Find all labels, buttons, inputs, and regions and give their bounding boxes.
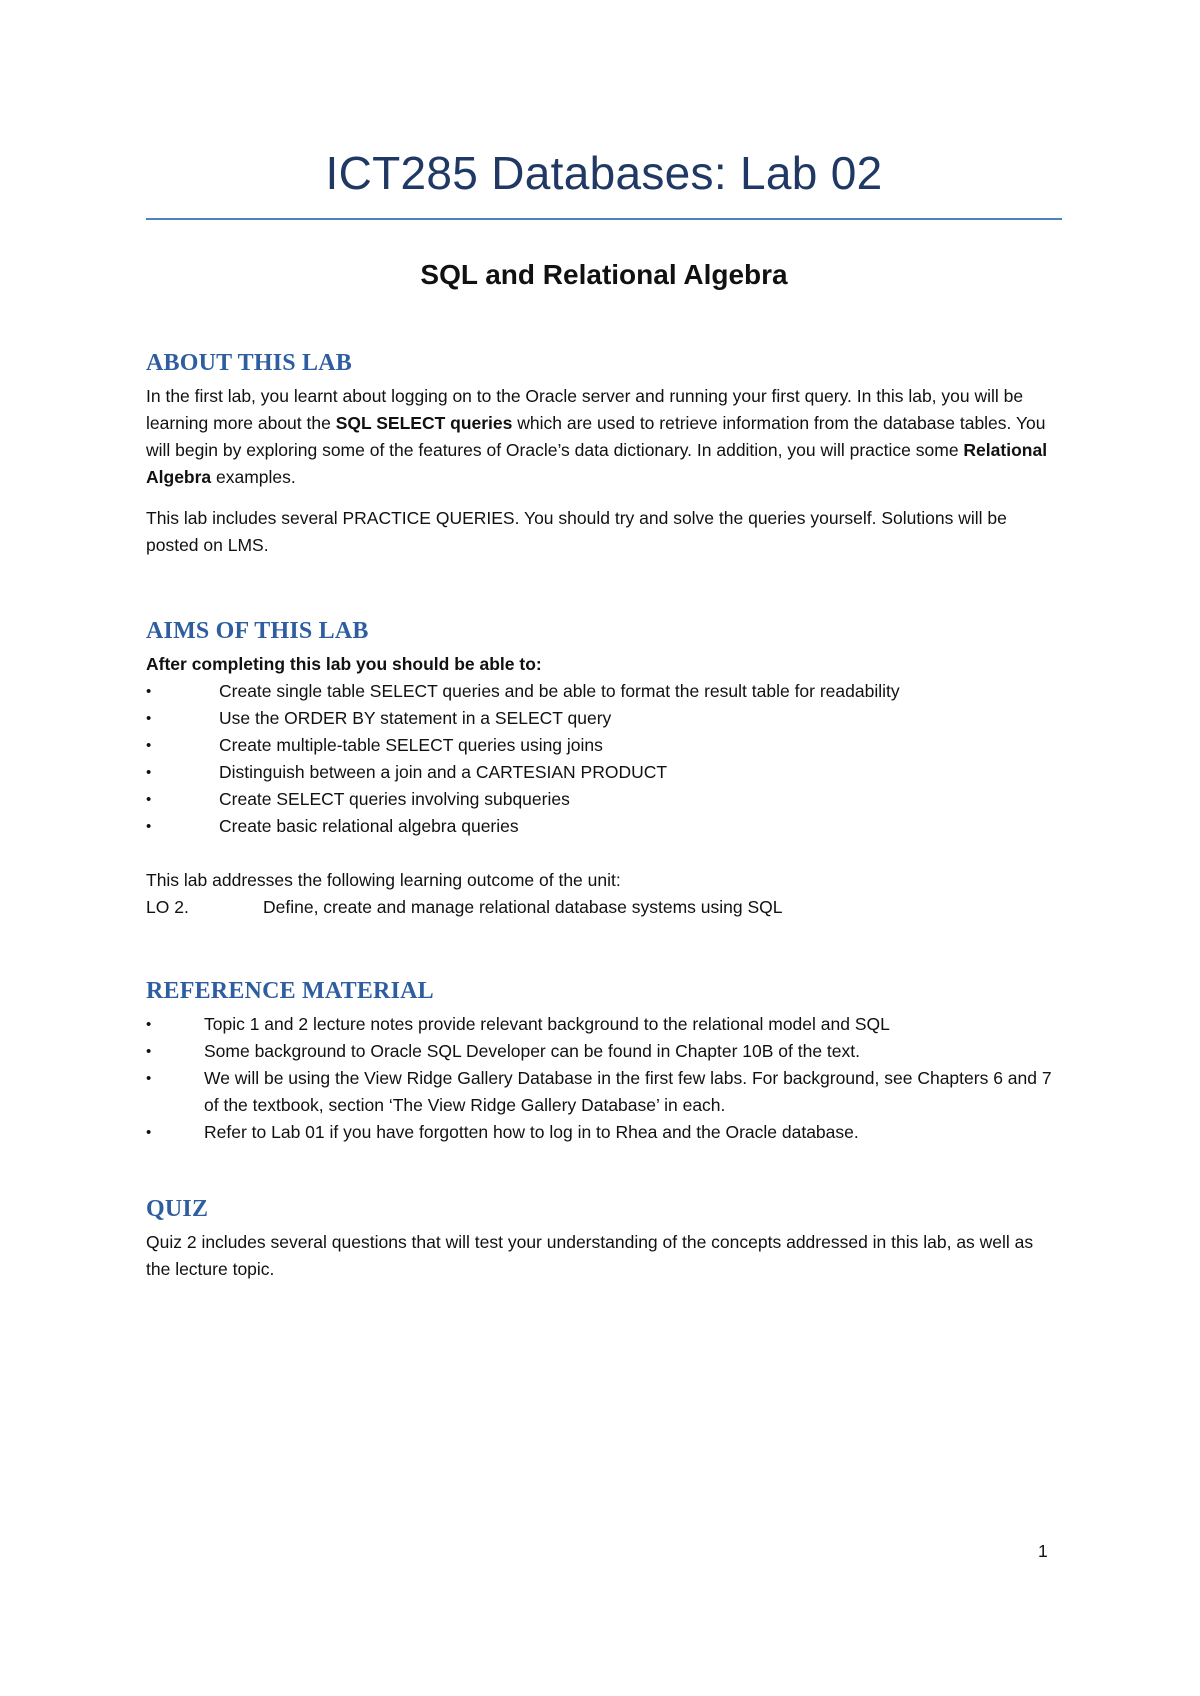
bullet-icon: • — [146, 1016, 152, 1033]
list-item: • Create basic relational algebra queries — [146, 813, 1062, 840]
outcome-intro: This lab addresses the following learning outcome of the unit: — [146, 870, 621, 890]
document-title: ICT285 Databases: Lab 02 — [325, 147, 883, 199]
sql-select-emphasis: SQL SELECT queries — [335, 413, 513, 433]
document-subtitle: SQL and Relational Algebra — [420, 259, 788, 290]
reference-list — [146, 1011, 1062, 1146]
about-section — [146, 350, 1062, 573]
about-heading: ABOUT THIS LAB — [146, 350, 352, 376]
bullet-icon: • — [146, 764, 152, 781]
learning-outcome — [146, 894, 1062, 921]
quiz-paragraph: Quiz 2 includes several questions that will test your understanding of the concepts addressed in this lab, as well as the lecture topic. — [146, 1232, 1034, 1279]
list-item: • Create SELECT queries involving subqueries — [146, 786, 1062, 813]
lo-code: LO 2. — [146, 897, 189, 917]
quiz-section — [146, 1196, 1062, 1297]
list-item: • Create single table SELECT queries and be able to format the result table for readability — [146, 678, 1062, 705]
bullet-icon: • — [146, 683, 152, 700]
reference-section — [146, 978, 1062, 1146]
page-number: 1 — [1038, 1541, 1048, 1561]
title-divider — [146, 218, 1062, 220]
bullet-icon: • — [146, 737, 152, 754]
bullet-icon: • — [146, 1043, 152, 1060]
list-item: • Refer to Lab 01 if you have forgotten how to log in to Rhea and the Oracle database. — [146, 1119, 1062, 1146]
list-item: • Create multiple-table SELECT queries using joins — [146, 732, 1062, 759]
bullet-icon: • — [146, 710, 152, 727]
aims-list — [146, 678, 1062, 840]
bullet-icon: • — [146, 1124, 152, 1141]
about-paragraph: In the first lab, you learnt about logging on to the Oracle server and running your first query. In this lab, you will be learning more about the SQL SELECT queries which are used to retrieve information from the database tables. You will begin by exploring some of the features of Oracle’s data dictionary. In addition, you will practice some Relational Algebra examples. — [146, 386, 1048, 487]
quiz-heading: QUIZ — [146, 1196, 209, 1222]
aims-heading: AIMS OF THIS LAB — [146, 618, 369, 644]
aims-section — [146, 618, 1062, 921]
list-item: • Use the ORDER BY statement in a SELECT query — [146, 705, 1062, 732]
list-item: • We will be using the View Ridge Gallery Database in the first few labs. For background, see Chapters 6 and 7 of the textbook, section ‘The View Ridge Gallery Database’ in each. — [146, 1065, 1062, 1119]
aims-lead: After completing this lab you should be able to: — [146, 654, 542, 674]
bullet-icon: • — [146, 791, 152, 808]
reference-heading: REFERENCE MATERIAL — [146, 978, 434, 1004]
practice-queries-paragraph: This lab includes several PRACTICE QUERIES. You should try and solve the queries yourself. Solutions will be posted on LMS. — [146, 508, 1007, 555]
lo-text: Define, create and manage relational database systems using SQL — [263, 897, 783, 917]
relational-algebra-emphasis: Relational Algebra — [146, 440, 1048, 487]
bullet-icon: • — [146, 818, 152, 835]
bullet-icon: • — [146, 1070, 152, 1087]
list-item: • Distinguish between a join and a CARTESIAN PRODUCT — [146, 759, 1062, 786]
list-item: • Topic 1 and 2 lecture notes provide relevant background to the relational model and SQL — [146, 1011, 1062, 1038]
list-item: • Some background to Oracle SQL Developer can be found in Chapter 10B of the text. — [146, 1038, 1062, 1065]
